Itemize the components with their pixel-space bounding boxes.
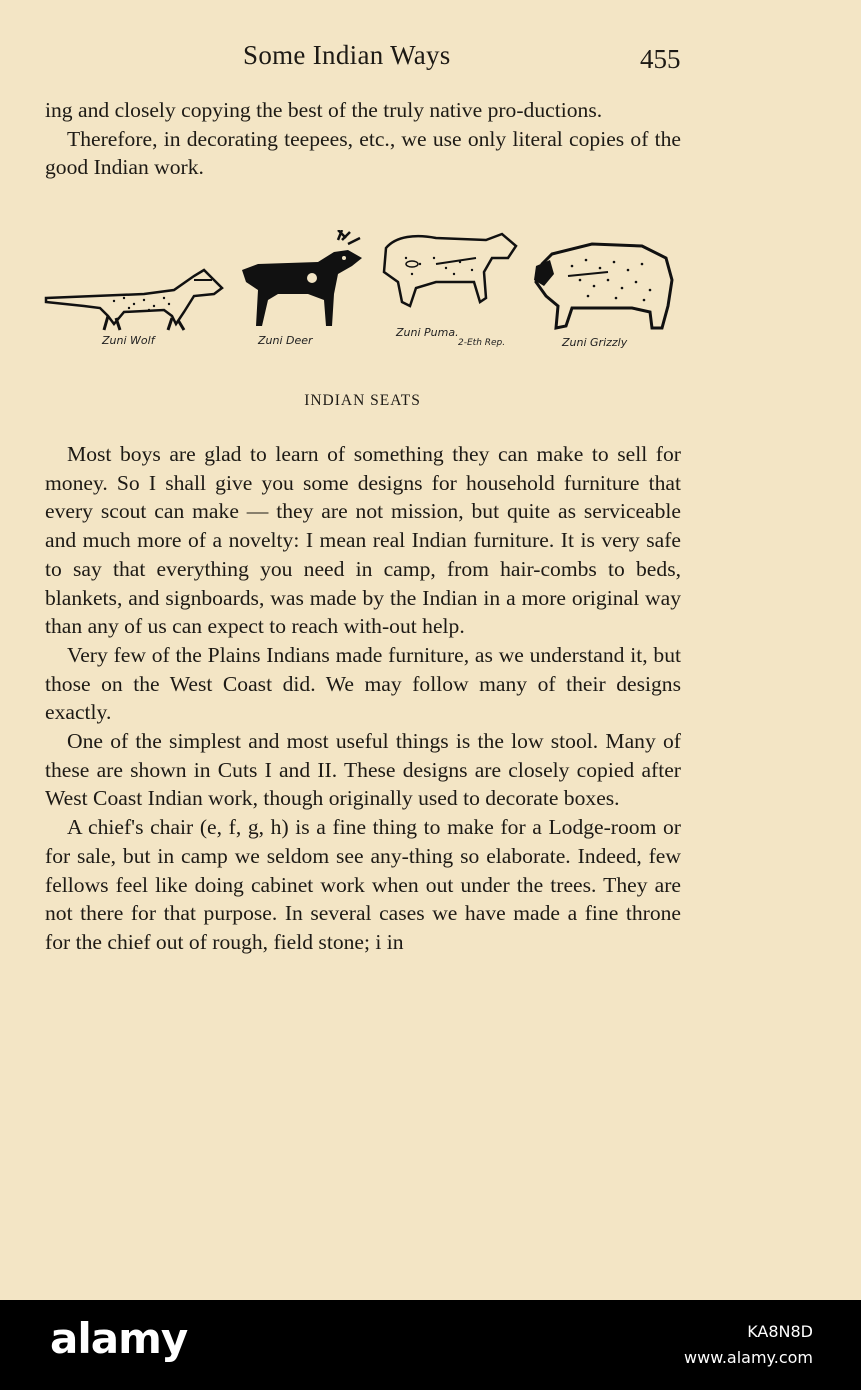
figure-caption: Zuni Wolf [102,334,155,347]
page-number: 455 [640,44,681,74]
text-block-top [45,96,681,182]
wolf-figure [44,246,224,336]
figure-caption: Zuni Deer [258,334,313,347]
figure-caption: Zuni Grizzly [562,336,628,349]
running-title: Some Indian Ways [243,40,451,70]
puma-figure [376,228,526,323]
paragraph: Most boys are glad to learn of something they can make to sell for money. So I shall give you some designs for household furniture that every scout can make — they are not mission, but quite as serviceable and much more of a novelty: I mean real Indian furniture. It is very safe to say that everything you need in camp, from hair-combs to beds, blankets, and signboards, was made by the Indian in a more original way than any of us can expect to reach with-out help. [45,442,681,639]
section-heading: INDIAN SEATS [304,392,421,409]
figure-caption-secondary: 2-Eth Rep. [458,338,506,348]
paragraph: A chief's chair (e, f, g, h) is a fine thing to make for a Lodge-room or for sale, but in camp we seldom see any-thing so elaborate. Indeed, few fellows feel like doing cabinet work when out under the trees. They are not there for that purpose. In several cases we have made a fine throne for the chief out of rough, field stone; i in [45,815,681,954]
stock-photo-banner [0,1300,861,1390]
deer-figure [238,230,373,335]
paragraph: ing and closely copying the best of the truly native pro-ductions. [45,98,603,122]
paragraph: Very few of the Plains Indians made furniture, as we understand it, but those on the West Coast did. We may follow many of their designs exactly. [45,642,681,725]
text-block-bottom [45,440,681,957]
grizzly-figure [532,236,682,336]
zuni-figures [40,226,690,356]
paragraph: Therefore, in decorating teepees, etc., we use only literal copies of the good Indian work. [45,126,681,180]
paragraph: One of the simplest and most useful things is the low stool. Many of these are shown in Cuts I and II. These designs are closely copied after West Coast Indian work, though originally used to decorate boxes. [45,729,681,811]
site-url: www.alamy.com [684,1348,813,1367]
page-header [0,38,861,78]
figure-caption: Zuni Puma. [396,326,459,339]
alamy-logo: alamy [50,1314,188,1363]
image-id: KA8N8D [747,1322,813,1341]
